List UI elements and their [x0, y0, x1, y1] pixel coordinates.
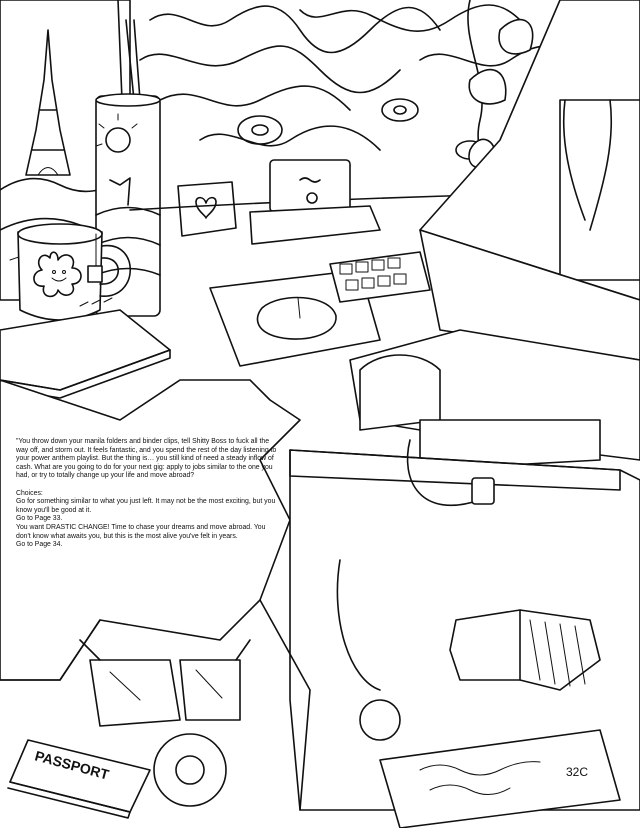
keyboard — [330, 252, 430, 302]
choice-2-goto: Go to Page 34. — [16, 541, 63, 549]
story-text-block — [16, 438, 278, 550]
passport — [8, 740, 150, 818]
choice-1-goto: Go to Page 33. — [16, 515, 63, 523]
choice-2-text: You want DRASTIC CHANGE! Time to chase your dreams and move abroad. You don't know what awaits you, but this is the most alive you've felt in years. — [16, 523, 266, 540]
choices-heading: Choices: — [16, 489, 43, 497]
sunglasses — [80, 640, 250, 726]
story-paragraph: "You throw down your manila folders and binder clips, tell Shitty Boss to fuck all the way off, and storm out. It feels fantastic, and you spend the rest of the day listening to your power anthem playlist. But the thing is… you still kind of need a steady inflow of cash. What are you going to do for your next gig: apply to jobs similar to the one you had, or try to totally change up your life and move abroad? — [16, 438, 277, 480]
choice-1-text: Go for something similar to what you just left. It may not be the most exciting, but you know you'll be good at it. — [16, 498, 276, 514]
ticket-seat-label: 32C — [566, 765, 589, 779]
passport-label: PASSPORT — [33, 747, 111, 783]
sticky-note-heart — [178, 182, 236, 236]
tape-roll — [154, 734, 226, 806]
